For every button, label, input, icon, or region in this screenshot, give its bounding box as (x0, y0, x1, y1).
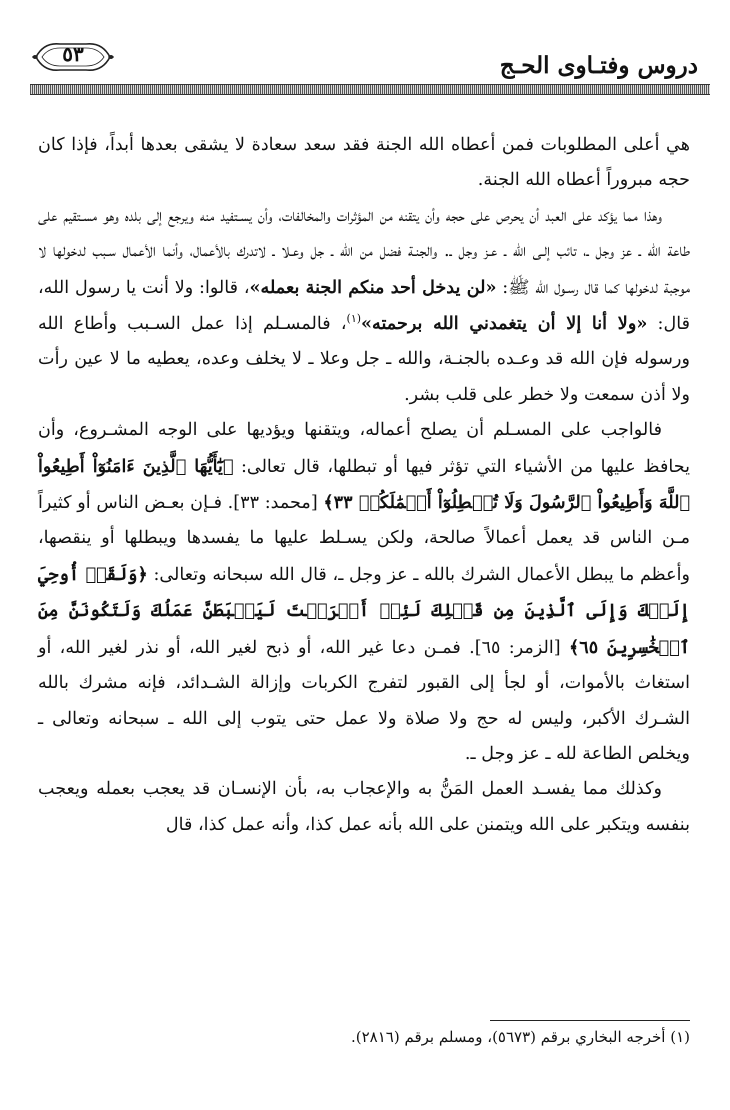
paragraph (38, 413, 690, 772)
footnotes (38, 1028, 690, 1046)
body-text: ، فالمسـلم إذا عمل السـبب وأطاع الله ورسوله فإن الله قد وعـده بالجنـة، والله ـ جل وعلا ـ لا يخلف وعده، يعطيه ما لا عين رأت ولا أذن سمعت ولا خطر على قلب بشر. (38, 314, 690, 405)
paragraph (38, 199, 690, 413)
hadith-quote: «ولا أنا إلا أن يتغمدني الله برحمته» (361, 313, 648, 335)
body-text: ، قالوا: ولا أنت يا رسول الله، قال: (38, 277, 690, 335)
body-text: [محمد: ٣٣]. فـإن بعـض الناس أو كثيراً مـن الناس قد يعمل أعمالاً صالحة، ولكن يسـلط عليها ما يفسدها ويبطلها أو ينقصها، وأعظم ما يبطل الأعمال الشرك بالله ـ عز وجل ـ، قال الله سبحانه وتعالى: (38, 493, 690, 585)
hadith-quote: «لن يدخل أحد منكم الجنة بعمله» (249, 276, 497, 298)
paragraph (38, 772, 690, 843)
page-header (30, 32, 710, 102)
body-text: وهذا مما يؤكد على العبد أن يحرص على حجه وأن يتقنه من المؤثرات والمخالفات، وأن يسـتفيد منه ويرجع إلى بلده وهو مسـتقيم على طاعة الله ـ عز وجل ـ، تائب إلـى الله ـ عـز وجل ـ. والجنـة فضل من الله ـ جل وعـلا ـ لاتدرك بالأعمال، وأنما الأعمال سـبب لدخولها لا موجبة لدخولها كما قال رسـول الله ﷺ: (38, 205, 690, 298)
page-number: ٥٣ (62, 42, 84, 66)
footnote-divider (490, 1020, 690, 1021)
footnote-marker: (١) (346, 312, 362, 326)
page-body (38, 128, 690, 843)
quran-verse: ﴿يَٰٓأَيُّهَا ٱلَّذِينَ ءَامَنُوٓاْ أَطِيعُواْ ٱللَّهَ وَأَطِيعُواْ ٱلرَّسُولَ وَلَا تُبۡطِلُوٓاْ أَعۡمَٰلَكُمۡ ٣٣﴾ (38, 455, 690, 514)
body-text: [الزمر: ٦٥]. فمـن دعا غير الله، أو ذبح لغير الله، أو نذر لغير الله، أو استغاث بالأموات، أو لجأ إلى القبور لتفرج الكربات وإزالة الشـدائد، فإنه مشرك بالله الشـرك الأكبر، وليس له حج ولا صلاة ولا عمل حتى يتوب إلى الله ـ سبحانه وتعالى ـ ويخلص الطاعة لله ـ عز وجل ـ. (38, 637, 690, 764)
paragraph (38, 128, 690, 199)
body-text: وكذلك مما يفسـد العمل المَنُّ به والإعجاب به، بأن الإنسـان قد يعجب بعمله ويعجب بنفسه ويتكبر على الله ويتمنن على الله بأنه عمل كذا، وأنه عمل كذا، قال (38, 779, 690, 835)
body-text: هي أعلى المطلوبات فمن أعطاه الله الجنة فقد سعد سعادة لا يشقى بعدها أبداً، فإذا كان حجه مبروراً أعطاه الله الجنة. (38, 135, 690, 191)
quran-verse: ﴿وَلَقَدۡ أُوحِيَ إِلَيۡكَ وَإِلَى ٱلَّذِينَ مِن قَبۡلِكَ لَئِنۡ أَشۡرَكۡتَ لَيَحۡبَطَنَّ عَمَلُكَ وَلَتَكُونَنَّ مِنَ ٱلۡخَٰسِرِينَ ٦٥﴾ (38, 563, 690, 658)
body-text: فالواجب على المسـلم أن يصلح أعماله، ويتقنها ويؤديها على الوجه المشـروع، وأن يحافظ عليها من الأشياء التي تؤثر فيها أو تبطلها، قال تعالى: (38, 420, 690, 477)
book-title: دروس وفتـاوى الحـج (499, 52, 698, 79)
header-rule (30, 84, 710, 95)
footnote-item: (١) أخرجه البخاري برقم (٥٦٧٣)، ومسلم برقم (٢٨١٦). (351, 1028, 690, 1046)
